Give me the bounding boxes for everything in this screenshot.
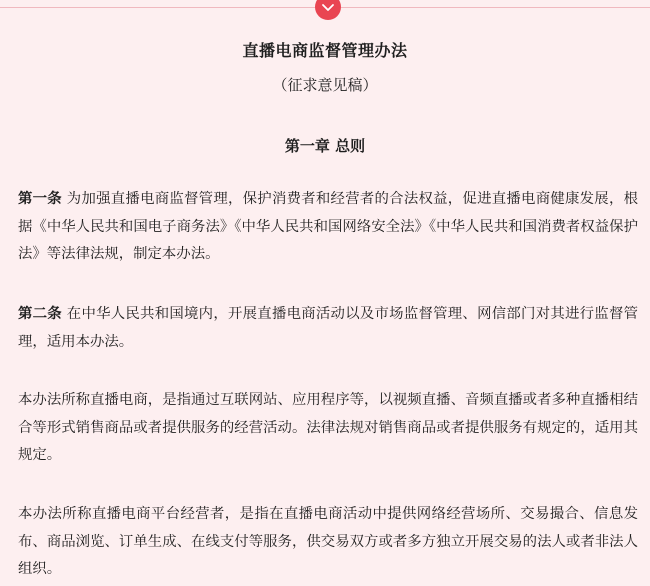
article-1-paragraph [18,186,638,269]
paragraph-text: 本办法所称直播电商，是指通过互联网站、应用程序等，以视频直播、音频直播或者多种直播相结合等形式销售商品或者提供服务的经营活动。法律法规对销售商品或者提供服务有规定的，适用其规定。 [18,392,638,463]
document-title: 直播电商监督管理办法 [242,41,408,60]
article-label: 第二条 [18,306,62,322]
article-2-paragraph [18,301,638,356]
paragraph-text: 本办法所称直播电商平台经营者，是指在直播电商活动中提供网络经营场所、交易撮合、信息发布、商品浏览、订单生成、在线支付等服务，供交易双方或者多方独立开展交易的法人或者非法人组织。 [18,506,638,577]
article-text: 为加强直播电商监督管理，保护消费者和经营者的合法权益，促进直播电商健康发展，根据《中华人民共和国电子商务法》《中华人民共和国网络安全法》《中华人民共和国消费者权益保护法》等法律法规，制定本办法。 [18,191,638,262]
article-text: 在中华人民共和国境内，开展直播电商活动以及市场监督管理、网信部门对其进行监督管理，适用本办法。 [18,306,638,350]
collapse-toggle[interactable] [315,0,341,20]
article-label: 第一条 [18,191,62,207]
document-subtitle: （征求意见稿） [272,76,378,94]
chapter-heading: 第一章 总则 [284,137,366,155]
definition-paragraph-platform-operator [18,501,638,584]
chevron-down-icon [321,3,335,12]
definition-paragraph-live-commerce [18,387,638,470]
